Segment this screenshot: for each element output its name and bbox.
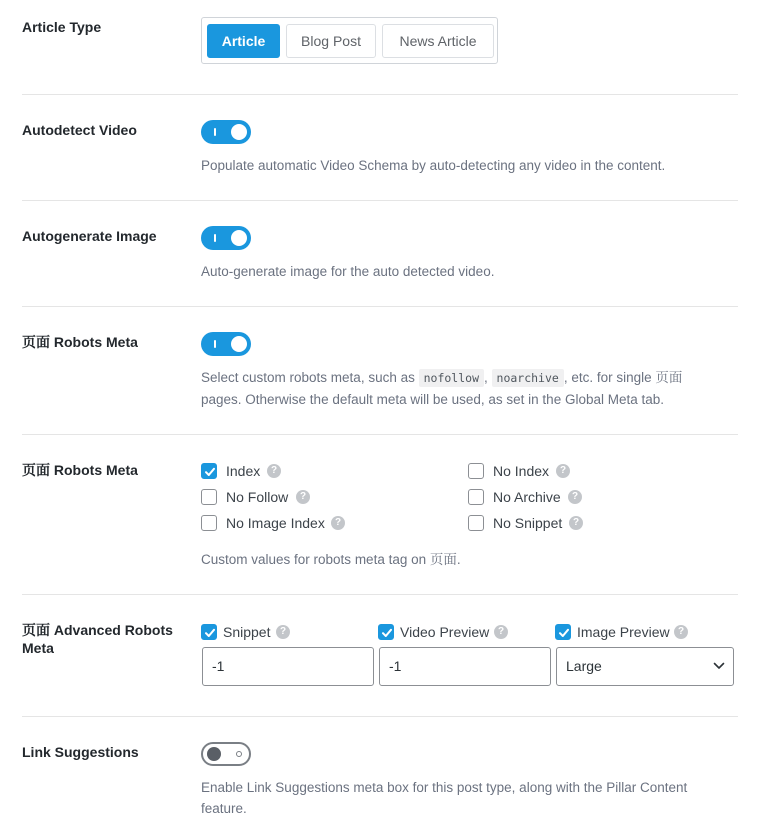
description-text: feature. (201, 801, 247, 816)
no-index-checkbox[interactable] (468, 463, 484, 479)
help-icon[interactable]: ? (568, 490, 582, 504)
help-icon[interactable]: ? (494, 625, 508, 639)
robots-meta-description: Custom values for robots meta tag on 页面. (201, 552, 461, 567)
link-suggestions-description (201, 777, 687, 819)
divider (22, 200, 738, 201)
autodetect-video-description: Populate automatic Video Schema by auto-detecting any video in the content. (201, 158, 666, 173)
description-text: pages. Otherwise the default meta will be used, as set in the Global Meta tab. (201, 392, 665, 407)
no-snippet-checkbox-label: No Snippet (493, 515, 563, 531)
divider (22, 716, 738, 717)
link-suggestions-toggle[interactable] (201, 742, 251, 766)
chevron-down-icon (713, 661, 725, 671)
link-suggestions-label: Link Suggestions (22, 744, 139, 760)
no-follow-checkbox-label: No Follow (226, 489, 289, 505)
snippet-checkbox-label: Snippet (223, 624, 271, 640)
snippet-length-input[interactable]: -1 (202, 647, 374, 686)
article-type-blog-post-button[interactable]: Blog Post (286, 24, 376, 58)
no-snippet-checkbox[interactable] (468, 515, 484, 531)
no-image-index-checkbox[interactable] (201, 515, 217, 531)
article-type-selector (201, 17, 498, 64)
robots-meta-label: 页面 Robots Meta (22, 462, 138, 478)
video-preview-input[interactable]: -1 (379, 647, 551, 686)
noarchive-code: noarchive (492, 369, 564, 387)
no-image-index-checkbox-label: No Image Index (226, 515, 325, 531)
help-icon[interactable]: ? (674, 625, 688, 639)
image-preview-select[interactable] (556, 647, 734, 686)
autodetect-video-toggle[interactable] (201, 120, 251, 144)
no-archive-checkbox-label: No Archive (493, 489, 561, 505)
autodetect-video-label: Autodetect Video (22, 122, 137, 138)
autogenerate-image-toggle[interactable] (201, 226, 251, 250)
index-checkbox-label: Index (226, 463, 261, 479)
divider (22, 306, 738, 307)
article-type-news-article-button[interactable]: News Article (382, 24, 494, 58)
divider (22, 594, 738, 595)
video-preview-checkbox-label: Video Preview (400, 624, 490, 640)
article-type-label: Article Type (22, 19, 102, 35)
nofollow-code: nofollow (419, 369, 484, 387)
divider (22, 94, 738, 95)
image-preview-checkbox[interactable] (555, 624, 571, 640)
article-type-article-button[interactable]: Article (207, 24, 280, 58)
help-icon[interactable]: ? (569, 516, 583, 530)
description-text: Enable Link Suggestions meta box for this post type, along with the Pillar Content (201, 780, 688, 795)
snippet-checkbox[interactable] (201, 624, 217, 640)
label-line: 页面 Advanced Robots (22, 622, 173, 638)
label-line: Meta (22, 640, 54, 656)
image-preview-checkbox-label: Image Preview (577, 624, 670, 640)
index-checkbox[interactable] (201, 463, 217, 479)
description-text: , etc. for single 页面 (563, 370, 683, 385)
no-follow-checkbox[interactable] (201, 489, 217, 505)
help-icon[interactable]: ? (331, 516, 345, 530)
separator-text: , (484, 370, 492, 385)
no-index-checkbox-label: No Index (493, 463, 550, 479)
custom-robots-meta-description (201, 367, 682, 410)
no-archive-checkbox[interactable] (468, 489, 484, 505)
video-preview-checkbox[interactable] (378, 624, 394, 640)
divider (22, 434, 738, 435)
help-icon[interactable]: ? (556, 464, 570, 478)
custom-robots-meta-label: 页面 Robots Meta (22, 334, 138, 350)
custom-robots-meta-toggle[interactable] (201, 332, 251, 356)
autogenerate-image-label: Autogenerate Image (22, 228, 157, 244)
advanced-robots-meta-label (22, 621, 173, 657)
image-preview-select-value: Large (566, 658, 602, 674)
description-text: Select custom robots meta, such as (201, 370, 419, 385)
autogenerate-image-description: Auto-generate image for the auto detected video. (201, 264, 495, 279)
help-icon[interactable]: ? (267, 464, 281, 478)
help-icon[interactable]: ? (296, 490, 310, 504)
help-icon[interactable]: ? (276, 625, 290, 639)
